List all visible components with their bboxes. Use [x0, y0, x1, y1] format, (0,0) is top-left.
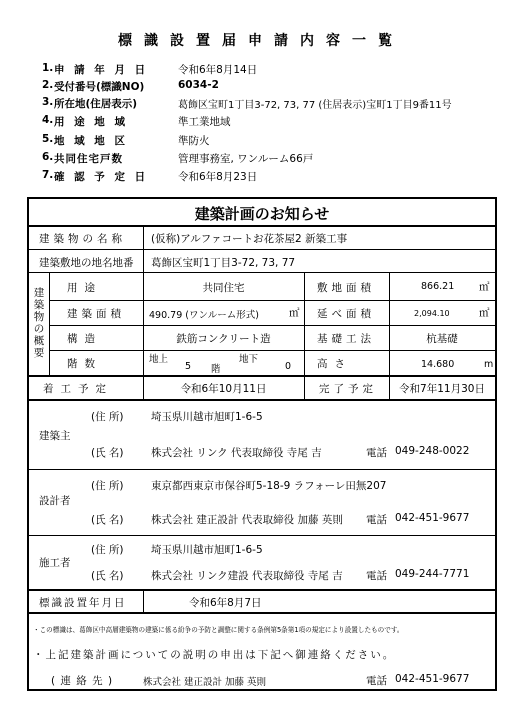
- builder-name: 株式会社 リンク建設 代表取締役 寺尾 吉: [151, 570, 343, 582]
- building-name: (仮称)アルファコートお花茶屋2 新築工事: [151, 233, 348, 245]
- floor-area-label: 延べ面積: [317, 308, 375, 320]
- floor-unit: 階: [211, 364, 221, 375]
- designer-label: 設計者: [39, 495, 71, 507]
- builder-phone: 049-244-7771: [395, 568, 470, 580]
- floor-area-unit: ㎡: [479, 307, 490, 319]
- owner-address: 埼玉県川越市旭町1-6-5: [151, 411, 263, 423]
- summary-value: 準工業地域: [178, 116, 231, 128]
- board-title: 建築計画のお知らせ: [194, 205, 330, 223]
- foundation-label: 基礎工法: [317, 333, 375, 345]
- overview-label: 建 築 物 の 概 要: [33, 287, 45, 359]
- site-label: 建築敷地の地名地番: [39, 257, 134, 269]
- designer-address: 東京都西東京市保谷町5-18-9 ラフォーレ田無207: [151, 480, 387, 492]
- below-label: 地下: [239, 354, 259, 365]
- summary-value: 葛飾区宝町1丁目3-72, 73, 77 (住居表示)宝町1丁目9番11号: [178, 100, 452, 111]
- foundation-value: 杭基礎: [426, 333, 458, 345]
- floor-area-value: 2,094.10: [414, 309, 450, 318]
- above-label: 地上: [149, 354, 169, 365]
- summary-number: 7.: [42, 169, 54, 181]
- summary-label: 地 域 地 区: [54, 135, 128, 147]
- builder-label: 施工者: [39, 557, 71, 569]
- structure-label: 構造: [67, 333, 102, 345]
- contact-phone: 042-451-9677: [395, 673, 470, 685]
- owner-phone-label: 電話: [366, 447, 387, 459]
- designer-name-label: (氏 名): [91, 514, 124, 526]
- site-address: 葛飾区宝町1丁目3-72, 73, 77: [151, 257, 296, 269]
- install-date-label: 標識設置年月日: [39, 597, 127, 609]
- notice-board: [27, 197, 497, 691]
- use-value: 共同住宅: [202, 282, 245, 294]
- builder-address-label: (住 所): [91, 544, 124, 556]
- start-label: 着工予定: [43, 383, 113, 395]
- explanation-note: ・上記建築計画についての説明の申出は下記へ御連絡ください。: [33, 649, 396, 661]
- building-name-label: 建築物の名称: [39, 233, 126, 245]
- summary-value: 準防火: [178, 135, 210, 147]
- contact-label: ( 連 絡 先 ): [51, 675, 114, 687]
- install-date: 令和6年8月7日: [189, 597, 262, 609]
- site-area-unit: ㎡: [479, 281, 490, 293]
- summary-number: 5.: [42, 133, 54, 145]
- owner-name: 株式会社 リンク 代表取締役 寺尾 吉: [151, 447, 322, 459]
- floors-label: 階数: [67, 358, 102, 370]
- summary-label: 用 途 地 域: [54, 116, 128, 128]
- owner-name-label: (氏 名): [91, 447, 124, 459]
- summary-value: 6034-2: [178, 79, 219, 91]
- builder-address: 埼玉県川越市旭町1-6-5: [151, 544, 263, 556]
- contact-phone-label: 電話: [366, 675, 387, 687]
- building-area-unit: ㎡: [289, 307, 300, 319]
- below-floors: 0: [285, 361, 292, 372]
- ordinance-note: ・この標識は、葛飾区中高層建築物の建築に係る紛争の予防と調整に関する条例第5条第1項の規定により設置したものです。: [33, 626, 404, 634]
- owner-phone: 049-248-0022: [395, 445, 470, 457]
- summary-label: 申 請 年 月 日: [54, 64, 149, 76]
- height-value: 14.680: [421, 359, 455, 370]
- summary-label: 確 認 予 定 日: [54, 171, 149, 183]
- summary-label: 受付番号(標識NO): [54, 81, 145, 93]
- summary-number: 4.: [42, 114, 54, 126]
- builder-phone-label: 電話: [366, 570, 387, 582]
- start-date: 令和6年10月11日: [180, 383, 267, 395]
- finish-date: 令和7年11月30日: [399, 383, 485, 395]
- owner-address-label: (住 所): [91, 411, 124, 423]
- contact-name: 株式会社 建正設計 加藤 英則: [143, 677, 267, 688]
- height-unit: m: [484, 359, 494, 370]
- use-label: 用途: [67, 282, 102, 294]
- summary-label: 所在地(住居表示): [54, 98, 138, 110]
- site-area-value: 866.21: [421, 281, 455, 292]
- builder-name-label: (氏 名): [91, 570, 124, 582]
- summary-value: 令和6年8月23日: [178, 171, 258, 183]
- summary-label: 共同住宅戸数: [54, 153, 123, 165]
- summary-number: 3.: [42, 96, 54, 108]
- above-floors: 5: [185, 361, 192, 372]
- building-area-value: 490.79 (ワンルーム形式): [149, 310, 259, 321]
- owner-label: 建築主: [39, 430, 71, 442]
- designer-phone: 042-451-9677: [395, 512, 470, 524]
- designer-name: 株式会社 建正設計 代表取締役 加藤 英則: [151, 514, 343, 526]
- height-label: 高さ: [317, 358, 352, 370]
- designer-address-label: (住 所): [91, 480, 124, 492]
- structure-value: 鉄筋コンクリート造: [176, 333, 271, 345]
- summary-number: 1.: [42, 62, 54, 74]
- finish-label: 完了予定: [319, 383, 377, 395]
- page-title: 標識設置届申請内容一覧: [118, 33, 404, 49]
- site-area-label: 敷地面積: [317, 282, 375, 294]
- summary-number: 6.: [42, 151, 54, 163]
- summary-number: 2.: [42, 79, 54, 91]
- summary-value: 管理事務室, ワンルーム66戸: [178, 153, 314, 165]
- summary-value: 令和6年8月14日: [178, 64, 258, 76]
- building-area-label: 建築面積: [67, 308, 125, 320]
- designer-phone-label: 電話: [366, 514, 387, 526]
